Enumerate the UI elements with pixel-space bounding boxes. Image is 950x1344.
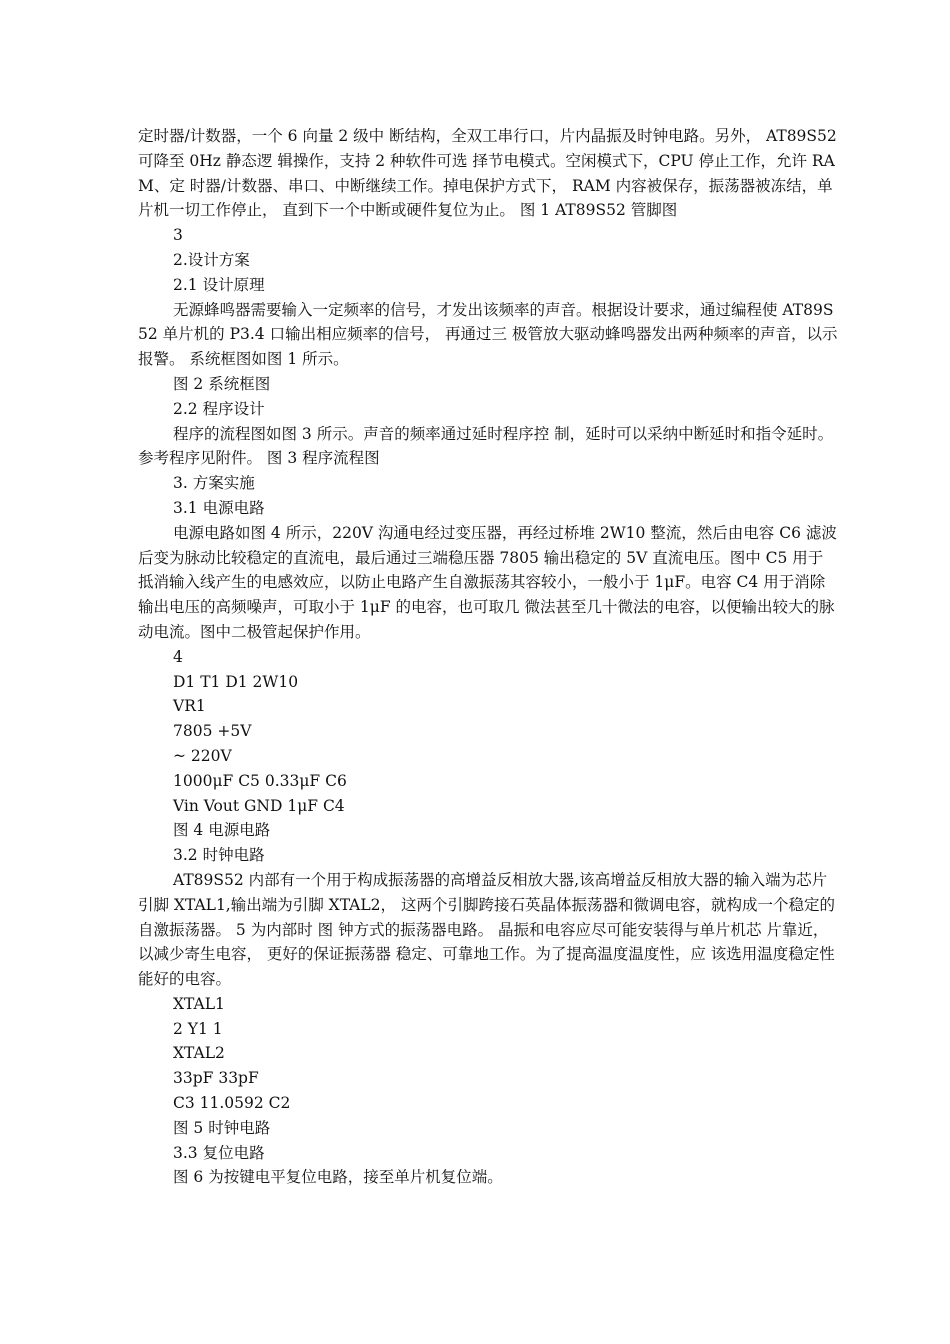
page-number-4: 4 bbox=[173, 647, 183, 666]
circuit-label-line: XTAL2 bbox=[173, 1044, 225, 1063]
paragraph-program-design: 程序的流程图如图 3 所示。声音的频率通过延时程序控 制，延时可以采纳中断延时和指令延时。 参考程序见附件。 图 3 程序流程图 bbox=[138, 424, 834, 468]
paragraph-at89s52-features: 定时器/计数器，一个 6 向量 2 级中 断结构，全双工串行口，片内晶振及时钟电路。另外， AT89S52 可降至 0Hz 静态逻 辑操作，支持 2 种软件可选 择节电模式。空闲模式下，CPU 停止工作，允许 RAM、定 时器/计数器、串口、中断继续工作。掉电保护方式下， RAM 内容被保存，振荡器被冻结，单片机一切工作停止， 直到下一个中断或硬件复位为止。 图 1 AT89S52 管脚图 bbox=[138, 127, 837, 220]
paragraph-clock-circuit: AT89S52 内部有一个用于构成振荡器的高增益反相放大器,该高增益反相放大器的输入端为芯片引脚 XTAL1,输出端为引脚 XTAL2， 这两个引脚跨接石英晶体振荡器和微调电容，就构成一个稳定的自激振荡器。 5 为内部时 图 钟方式的振荡器电路。 晶振和电容应尽可能安装得与单片机芯 片靠近， 以减少寄生电容， 更好的保证振荡器 稳定、可靠地工作。为了提高温度温度性，应 该选用温度稳定性能好的电容。 bbox=[138, 870, 835, 989]
heading-power-circuit: 3.1 电源电路 bbox=[173, 498, 265, 517]
heading-clock-circuit: 3.2 时钟电路 bbox=[173, 846, 265, 865]
page-number-3: 3 bbox=[173, 226, 183, 245]
document-body bbox=[138, 124, 838, 1190]
circuit-label-line: 2 Y1 1 bbox=[173, 1019, 223, 1038]
circuit-label-line: 33pF 33pF bbox=[173, 1069, 259, 1088]
circuit-label-line: ~ 220V bbox=[173, 746, 232, 765]
circuit-label-line: D1 T1 D1 2W10 bbox=[173, 672, 299, 691]
circuit-label-line: VR1 bbox=[173, 697, 206, 716]
figure-caption-5: 图 5 时钟电路 bbox=[173, 1118, 271, 1137]
paragraph-power-circuit: 电源电路如图 4 所示，220V 沟通电经过变压器，再经过桥堆 2W10 整流，然后由电容 C6 滤波后变为脉动比较稳定的直流电，最后通过三端稳压器 7805 输出稳定的 5V 直流电压。图中 C5 用于抵消输入线产生的电感效应，以防止电路产生自激振荡其容较小，一般小于 1μF。电容 C4 用于消除输出电压的高频噪声，可取小于 1μF 的电容，也可取几 微法甚至几十微法的电容，以便输出较大的脉动电流。图中二极管起保护作用。 bbox=[138, 523, 837, 641]
heading-design-plan: 2.设计方案 bbox=[173, 250, 250, 269]
paragraph-reset-circuit: 图 6 为按键电平复位电路，接至单片机复位端。 bbox=[173, 1168, 503, 1187]
paragraph-design-principle: 无源蜂鸣器需要输入一定频率的信号，才发出该频率的声音。根据设计要求，通过编程使 AT89S52 单片机的 P3.4 口输出相应频率的信号， 再通过三 极管放大驱动蜂鸣器发出两种频率的声音，以示报警。 系统框图如图 1 所示。 bbox=[138, 300, 838, 369]
heading-reset-circuit: 3.3 复位电路 bbox=[173, 1143, 265, 1162]
heading-design-principle: 2.1 设计原理 bbox=[173, 275, 265, 294]
circuit-label-line: XTAL1 bbox=[173, 994, 225, 1013]
figure-caption-4: 图 4 电源电路 bbox=[173, 821, 271, 840]
heading-implementation: 3. 方案实施 bbox=[173, 474, 255, 493]
circuit-label-line: 7805 +5V bbox=[173, 722, 252, 741]
circuit-label-line: 1000μF C5 0.33μF C6 bbox=[173, 771, 347, 790]
heading-program-design: 2.2 程序设计 bbox=[173, 399, 265, 418]
figure-caption-2: 图 2 系统框图 bbox=[173, 374, 271, 393]
circuit-label-line: Vin Vout GND 1μF C4 bbox=[173, 796, 345, 815]
circuit-label-line: C3 11.0592 C2 bbox=[173, 1094, 291, 1113]
